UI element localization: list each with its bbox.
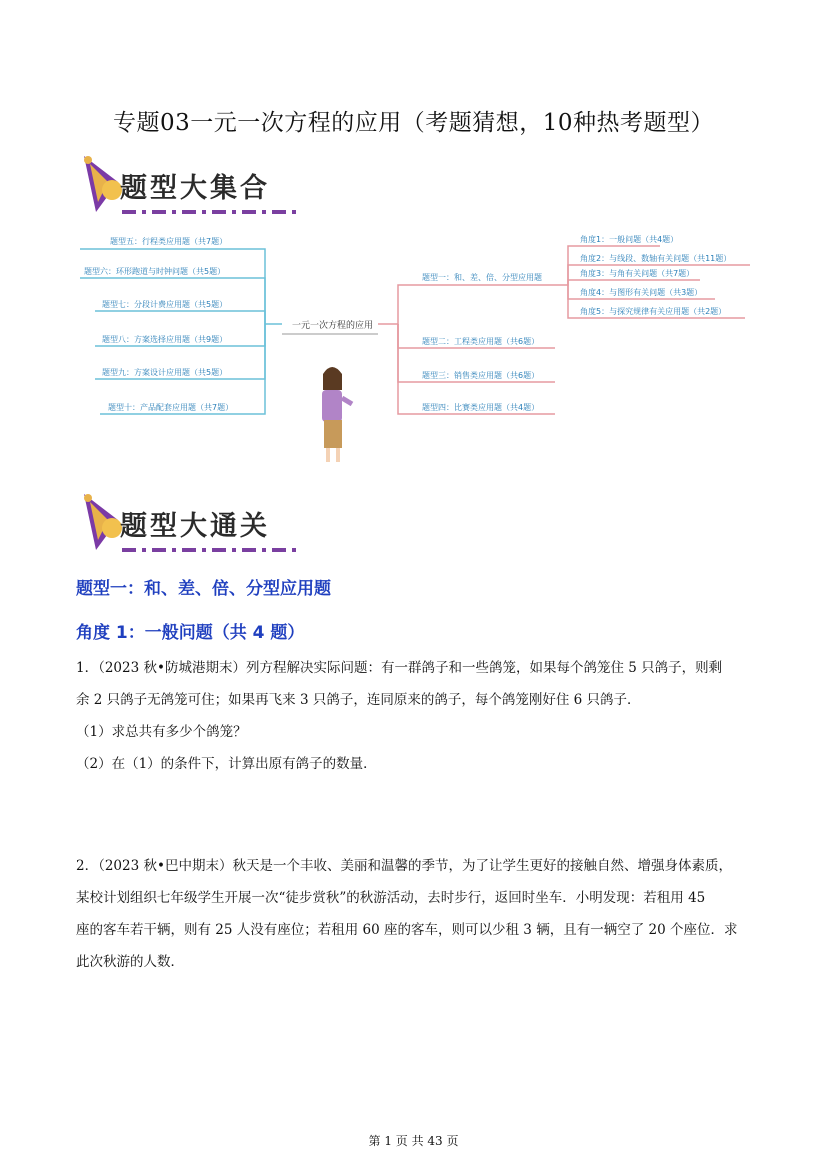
q1-line: 1．（2023 秋•防城港期末）列方程解决实际问题：有一群鸽子和一些鸽笼，如果每个鸽笼住 5 只鸽子，则剩 [76,660,723,676]
mm-sub-item: 角度5：与探究规律有关应用题（共2题） [580,307,727,316]
question-2 [76,850,756,978]
mm-right-item: 题型一：和、差、倍、分型应用题 [422,273,542,282]
section-heading: 题型一：和、差、倍、分型应用题 [76,579,331,599]
sub-heading: 角度 1：一般问题（共 4 题） [76,623,305,643]
q1-part: （1）求总共有多少个鸽笼？ [76,724,247,740]
banner-question-practice [78,490,308,560]
banner-underline [122,548,302,552]
page-footer: 第 1 页 共 43 页 [368,1134,459,1148]
mm-right-branch [378,285,555,324]
mm-left-branch [80,249,265,324]
teacher-illustration [322,367,352,462]
mm-right-item: 题型二：工程类应用题（共6题） [422,337,540,346]
mind-map [70,228,760,478]
mm-sub-item: 角度4：与图形有关问题（共3题） [580,288,703,297]
q2-line: 某校计划组织七年级学生开展一次“徒步赏秋”的秋游活动，去时步行，返回时坐车．小明发现：若租用 45 [76,890,706,906]
mm-left-item: 题型六：环形跑道与时钟问题（共5题） [84,267,226,276]
mm-right-item: 题型四：比赛类应用题（共4题） [422,403,540,412]
q2-line: 座的客车若干辆，则有 25 人没有座位；若租用 60 座的客车，则可以少租 3 辆，且有一辆空了 20 个座位．求 [76,922,738,938]
mm-left-item: 题型十：产品配套应用题（共7题） [108,403,234,412]
mm-left-item: 题型七：分段计费应用题（共5题） [102,300,228,309]
banner-question-collection [78,152,308,222]
q1-part: （2）在（1）的条件下，计算出原有鸽子的数量． [76,756,377,772]
banner-title: 题型大集合 [120,173,270,204]
mm-center: 一元一次方程的应用 [292,321,374,331]
page-title: 专题03一元一次方程的应用（考题猜想，10种热考题型） [112,110,715,136]
q2-line: 此次秋游的人数． [76,954,184,970]
mm-right-item: 题型三：销售类应用题（共6题） [422,371,540,380]
mm-sub-item: 角度2：与线段、数轴有关问题（共11题） [580,254,732,263]
question-1 [76,652,756,780]
q2-line: 2．（2023 秋•巴中期末）秋天是一个丰收、美丽和温馨的季节，为了让学生更好的接触自然、增强身体素质， [76,858,732,874]
mm-left-item: 题型九：方案设计应用题（共5题） [102,368,228,377]
mm-left-item: 题型五：行程类应用题（共7题） [110,237,228,246]
banner-title: 题型大通关 [120,511,270,542]
mm-left-item: 题型八：方案选择应用题（共9题） [102,335,228,344]
mm-sub-item: 角度3：与角有关问题（共7题） [580,269,695,278]
banner-underline [122,210,302,214]
q1-line: 余 2 只鸽子无鸽笼可住；如果再飞来 3 只鸽子，连同原来的鸽子，每个鸽笼刚好住 6 只鸽子． [76,692,641,708]
mm-sub-item: 角度1：一般问题（共4题） [580,235,679,244]
